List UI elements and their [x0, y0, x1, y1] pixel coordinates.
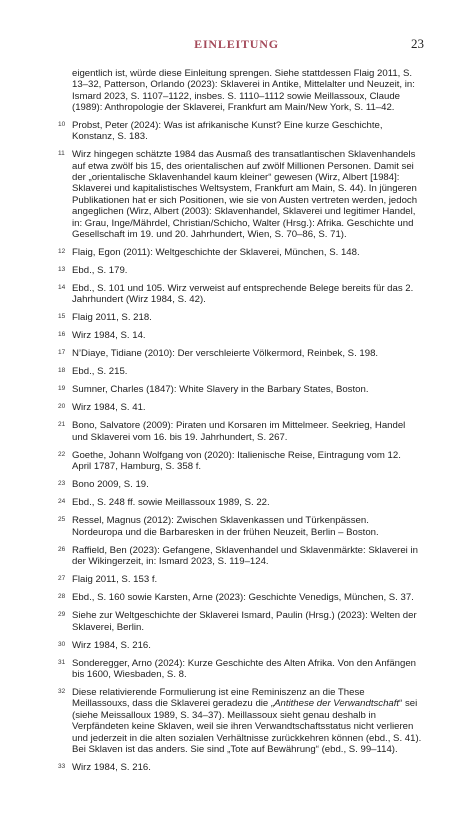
footnote — [58, 574, 422, 585]
footnote — [58, 658, 422, 681]
footnote-text: eigentlich ist, würde diese Einleitung sprengen. Siehe stattdessen Flaig 2011, S. 13–32, Patterson, Orlando (2023): Sklaverei in Antike, Mittelalter und Neuzeit, in: Ismard 2023, S. 1107–1122, insbes. S. 1110–1112 sowie Meillassoux, Claude (1989): Anthropologie der Sklaverei, Frankfurt am Main/New York, S. 11–42. — [72, 68, 415, 114]
footnote-text: Wirz 1984, S. 216. — [72, 639, 151, 651]
footnote-text: Goethe, Johann Wolfgang von (2020): Italienische Reise, Eintragung vom 12. April 1787, Hamburg, S. 358 f. — [72, 449, 401, 473]
footnote — [58, 420, 422, 443]
footnote-number: 13 — [58, 266, 66, 274]
footnote-text: Ressel, Magnus (2012): Zwischen Sklavenkassen und Türkenpässen. Nordeuropa und die Barbaresken in der frühen Neuzeit, Berlin – Boston. — [72, 515, 379, 538]
footnote-number: 12 — [58, 248, 66, 256]
footnote-text: Sonderegger, Arno (2024): Kurze Geschichte des Alten Afrika. Von den Anfängen bis 1600, Wiesbaden, S. 8. — [72, 657, 417, 680]
footnote-text: Wirz 1984, S. 216. — [72, 761, 151, 773]
footnote-number: 30 — [58, 640, 66, 648]
footnote-number: 26 — [58, 545, 66, 553]
footnote — [58, 592, 422, 603]
footnote-number: 16 — [58, 331, 66, 339]
footnote — [58, 497, 422, 508]
footnote-number: 24 — [58, 498, 66, 506]
footnote-emphasis: Antithese der Verwandtschaft — [274, 698, 400, 710]
footnote-number: 14 — [58, 284, 66, 292]
footnote-text: Wirz 1984, S. 41. — [72, 402, 146, 414]
footnote-number: 27 — [58, 575, 66, 583]
footnote — [58, 479, 422, 490]
footnote-number: 22 — [58, 450, 66, 458]
footnote — [58, 348, 422, 359]
footnote-text: Probst, Peter (2024): Was ist afrikanische Kunst? Eine kurze Geschichte, Konstanz, S. 183. — [72, 119, 383, 143]
footnote — [58, 265, 422, 276]
footnote-text: Flaig 2011, S. 218. — [72, 312, 152, 324]
footnote-number: 32 — [58, 687, 66, 695]
running-title: EINLEITUNG — [194, 37, 279, 51]
footnote-number: 33 — [58, 762, 66, 770]
footnote-text: Ebd., S. 101 und 105. Wirz verweist auf entsprechende Belege bereits für das 2. Jahrhundert (Wirz 1984, S. 42). — [72, 283, 414, 306]
footnote — [58, 149, 422, 240]
footnote-text: Bono, Salvatore (2009): Piraten und Korsaren im Mittelmeer. Seekrieg, Handel und Sklaverei vom 16. bis 19. Jahrhundert, S. 267. — [72, 420, 406, 443]
footnote — [58, 283, 422, 306]
footnote-text: Flaig, Egon (2011): Weltgeschichte der Sklaverei, München, S. 148. — [72, 247, 360, 259]
footnote-text: Siehe zur Weltgeschichte der Sklaverei Ismard, Paulin (Hrsg.) (2023): Welten der Sklaverei, Berlin. — [72, 610, 417, 633]
footnote-text: N’Diaye, Tidiane (2010): Der verschleierte Völkermord, Reinbek, S. 198. — [72, 348, 379, 360]
footnote-number: 31 — [58, 658, 66, 666]
footnote — [58, 762, 422, 773]
footnote-text: Ebd., S. 215. — [72, 366, 128, 378]
footnote-number: 21 — [58, 421, 66, 429]
footnote-number: 15 — [58, 313, 66, 321]
footnote-number: 23 — [58, 480, 66, 488]
footnote — [58, 515, 422, 538]
footnote — [58, 610, 422, 633]
footnote-text: “ sei (siehe Meissalloux 1989, S. 34–37). Meillassoux sieht genau deshalb in Verpfändeten keine Sklaven, weil sie ihren Verwandtschaftsstatus nicht verlieren und jederzeit in die alten sozialen Verhältnisse zurückkehren können (ebd., S. 41). Bei Sklaven ist das anders. Sie sind „Tote auf Bewährung“ (ebd., S. 99–114). — [72, 698, 422, 755]
footnote — [58, 545, 422, 568]
footnote-number: 18 — [58, 367, 66, 375]
footnote-number: 25 — [58, 516, 66, 524]
footnote-text: Ebd., S. 179. — [72, 265, 128, 277]
footnote — [58, 640, 422, 651]
footnote — [58, 402, 422, 413]
footnote-number: 10 — [58, 120, 66, 128]
footnote — [58, 247, 422, 258]
footnote-number: 28 — [58, 593, 66, 601]
footnote-text: Raffield, Ben (2023): Gefangene, Sklavenhandel und Sklavenmärkte: Sklaverei in der Wikingerzeit, in: Ismard 2023, S. 119–124. — [72, 544, 418, 568]
footnote — [58, 450, 422, 473]
footnote-text: Sumner, Charles (1847): White Slavery in the Barbary States, Boston. — [72, 384, 369, 396]
page-number: 23 — [411, 36, 424, 51]
footnote-number: 29 — [58, 611, 66, 619]
footnote — [58, 384, 422, 395]
footnote-number: 20 — [58, 403, 66, 411]
footnote-number: 11 — [58, 150, 65, 158]
footnote-text: Wirz hingegen schätzte 1984 das Ausmaß des transatlantischen Sklavenhandels auf etwa zwölf bis 15, des orientalischen auf zwölf Millionen Personen. Damit sei der „orientalische Sklavenhandel kaum kleiner“ gewesen (Wirz, Albert [1984]: Sklaverei und kapitalistisches Weltsystem, Frankfurt am Main, S. 44). In jüngeren Publikationen hat er sich Positionen, wie sie von Austen vertreten werden, jedoch angeglichen (Wirz, Albert (2003): Sklavenhandel, Sklaverei und legitimer Handel, in: Grau, Inge/Mährdel, Christian/Schicho, Walter (Hrsg.): Afrika. Geschichte und Gesellschaft im 19. und 20. Jahrhundert, Wien, S. 70–86, S. 71). — [72, 149, 418, 241]
footnote-text: Wirz 1984, S. 14. — [72, 330, 146, 342]
footnote-text: Ebd., S. 160 sowie Karsten, Arne (2023): Geschichte Venedigs, München, S. 37. — [72, 592, 414, 604]
footnote-text: Ebd., S. 248 ff. sowie Meillassoux 1989, S. 22. — [72, 497, 270, 509]
footnote-continuation — [58, 68, 422, 114]
footnote-text: Bono 2009, S. 19. — [72, 479, 149, 491]
page-header — [0, 37, 473, 53]
footnote — [58, 312, 422, 323]
footnote-number: 17 — [58, 349, 66, 357]
footnotes-list — [58, 68, 422, 780]
footnote-number: 19 — [58, 385, 66, 393]
footnote — [58, 330, 422, 341]
footnote — [58, 120, 422, 143]
footnote-text: Diese relativierende Formulierung ist eine Reminiszenz an die These Meillassouxs, dass die Sklaverei geradezu die „ — [72, 686, 365, 710]
footnote-text: Flaig 2011, S. 153 f. — [72, 574, 158, 586]
footnote — [58, 687, 422, 755]
footnote — [58, 366, 422, 377]
